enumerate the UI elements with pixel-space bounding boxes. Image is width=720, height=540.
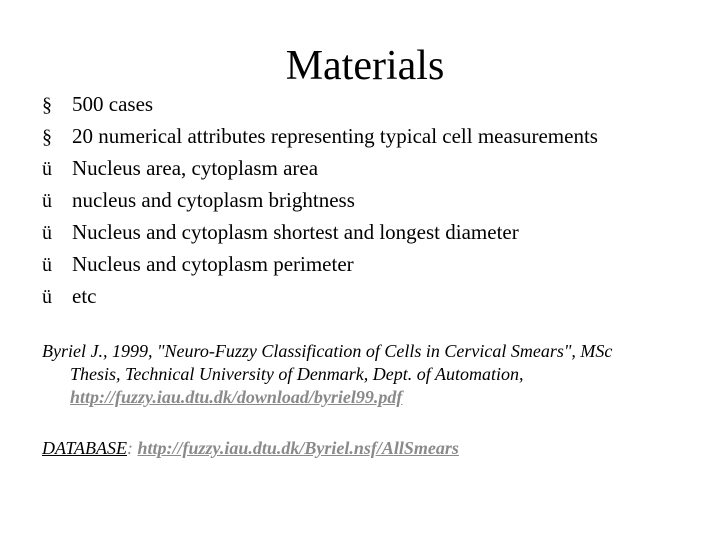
reference-citation	[42, 340, 692, 409]
bullet-item	[42, 284, 598, 316]
reference-link[interactable]: http://fuzzy.iau.dtu.dk/download/byriel99.pdf	[70, 387, 403, 407]
bullet-text: nucleus and cytoplasm brightness	[72, 188, 355, 212]
bullet-item	[42, 92, 598, 124]
database-label: DATABASE	[42, 438, 127, 458]
bullet-item	[42, 156, 598, 188]
checkmark-icon: ü	[42, 222, 52, 244]
bullet-text: Nucleus and cytoplasm shortest and longest diameter	[72, 220, 519, 244]
reference-line-1: Byriel J., 1999, "Neuro-Fuzzy Classification of Cells in Cervical Smears", MSc	[42, 341, 613, 361]
checkmark-icon: ü	[42, 286, 52, 308]
bullet-list	[42, 92, 598, 316]
bullet-item	[42, 188, 598, 220]
database-line	[42, 437, 459, 460]
checkmark-icon: ü	[42, 254, 52, 276]
checkmark-icon: ü	[42, 190, 52, 212]
bullet-text: Nucleus area, cytoplasm area	[72, 156, 319, 180]
bullet-item	[42, 124, 598, 156]
checkmark-icon: ü	[42, 158, 52, 180]
bullet-text: 500 cases	[72, 92, 154, 116]
reference-line-2: Thesis, Technical University of Denmark, Dept. of Automation,	[70, 364, 524, 384]
database-link[interactable]: http://fuzzy.iau.dtu.dk/Byriel.nsf/AllSmears	[137, 438, 459, 458]
bullet-text: Nucleus and cytoplasm perimeter	[72, 252, 354, 276]
slide-title: Materials	[285, 43, 445, 89]
bullet-item	[42, 220, 598, 252]
bullet-marker-icon: §	[42, 126, 52, 148]
bullet-item	[42, 252, 598, 284]
database-colon: :	[126, 438, 133, 458]
bullet-text: etc	[72, 284, 97, 308]
bullet-marker-icon: §	[42, 94, 52, 116]
bullet-text: 20 numerical attributes representing typical cell measurements	[72, 124, 598, 148]
